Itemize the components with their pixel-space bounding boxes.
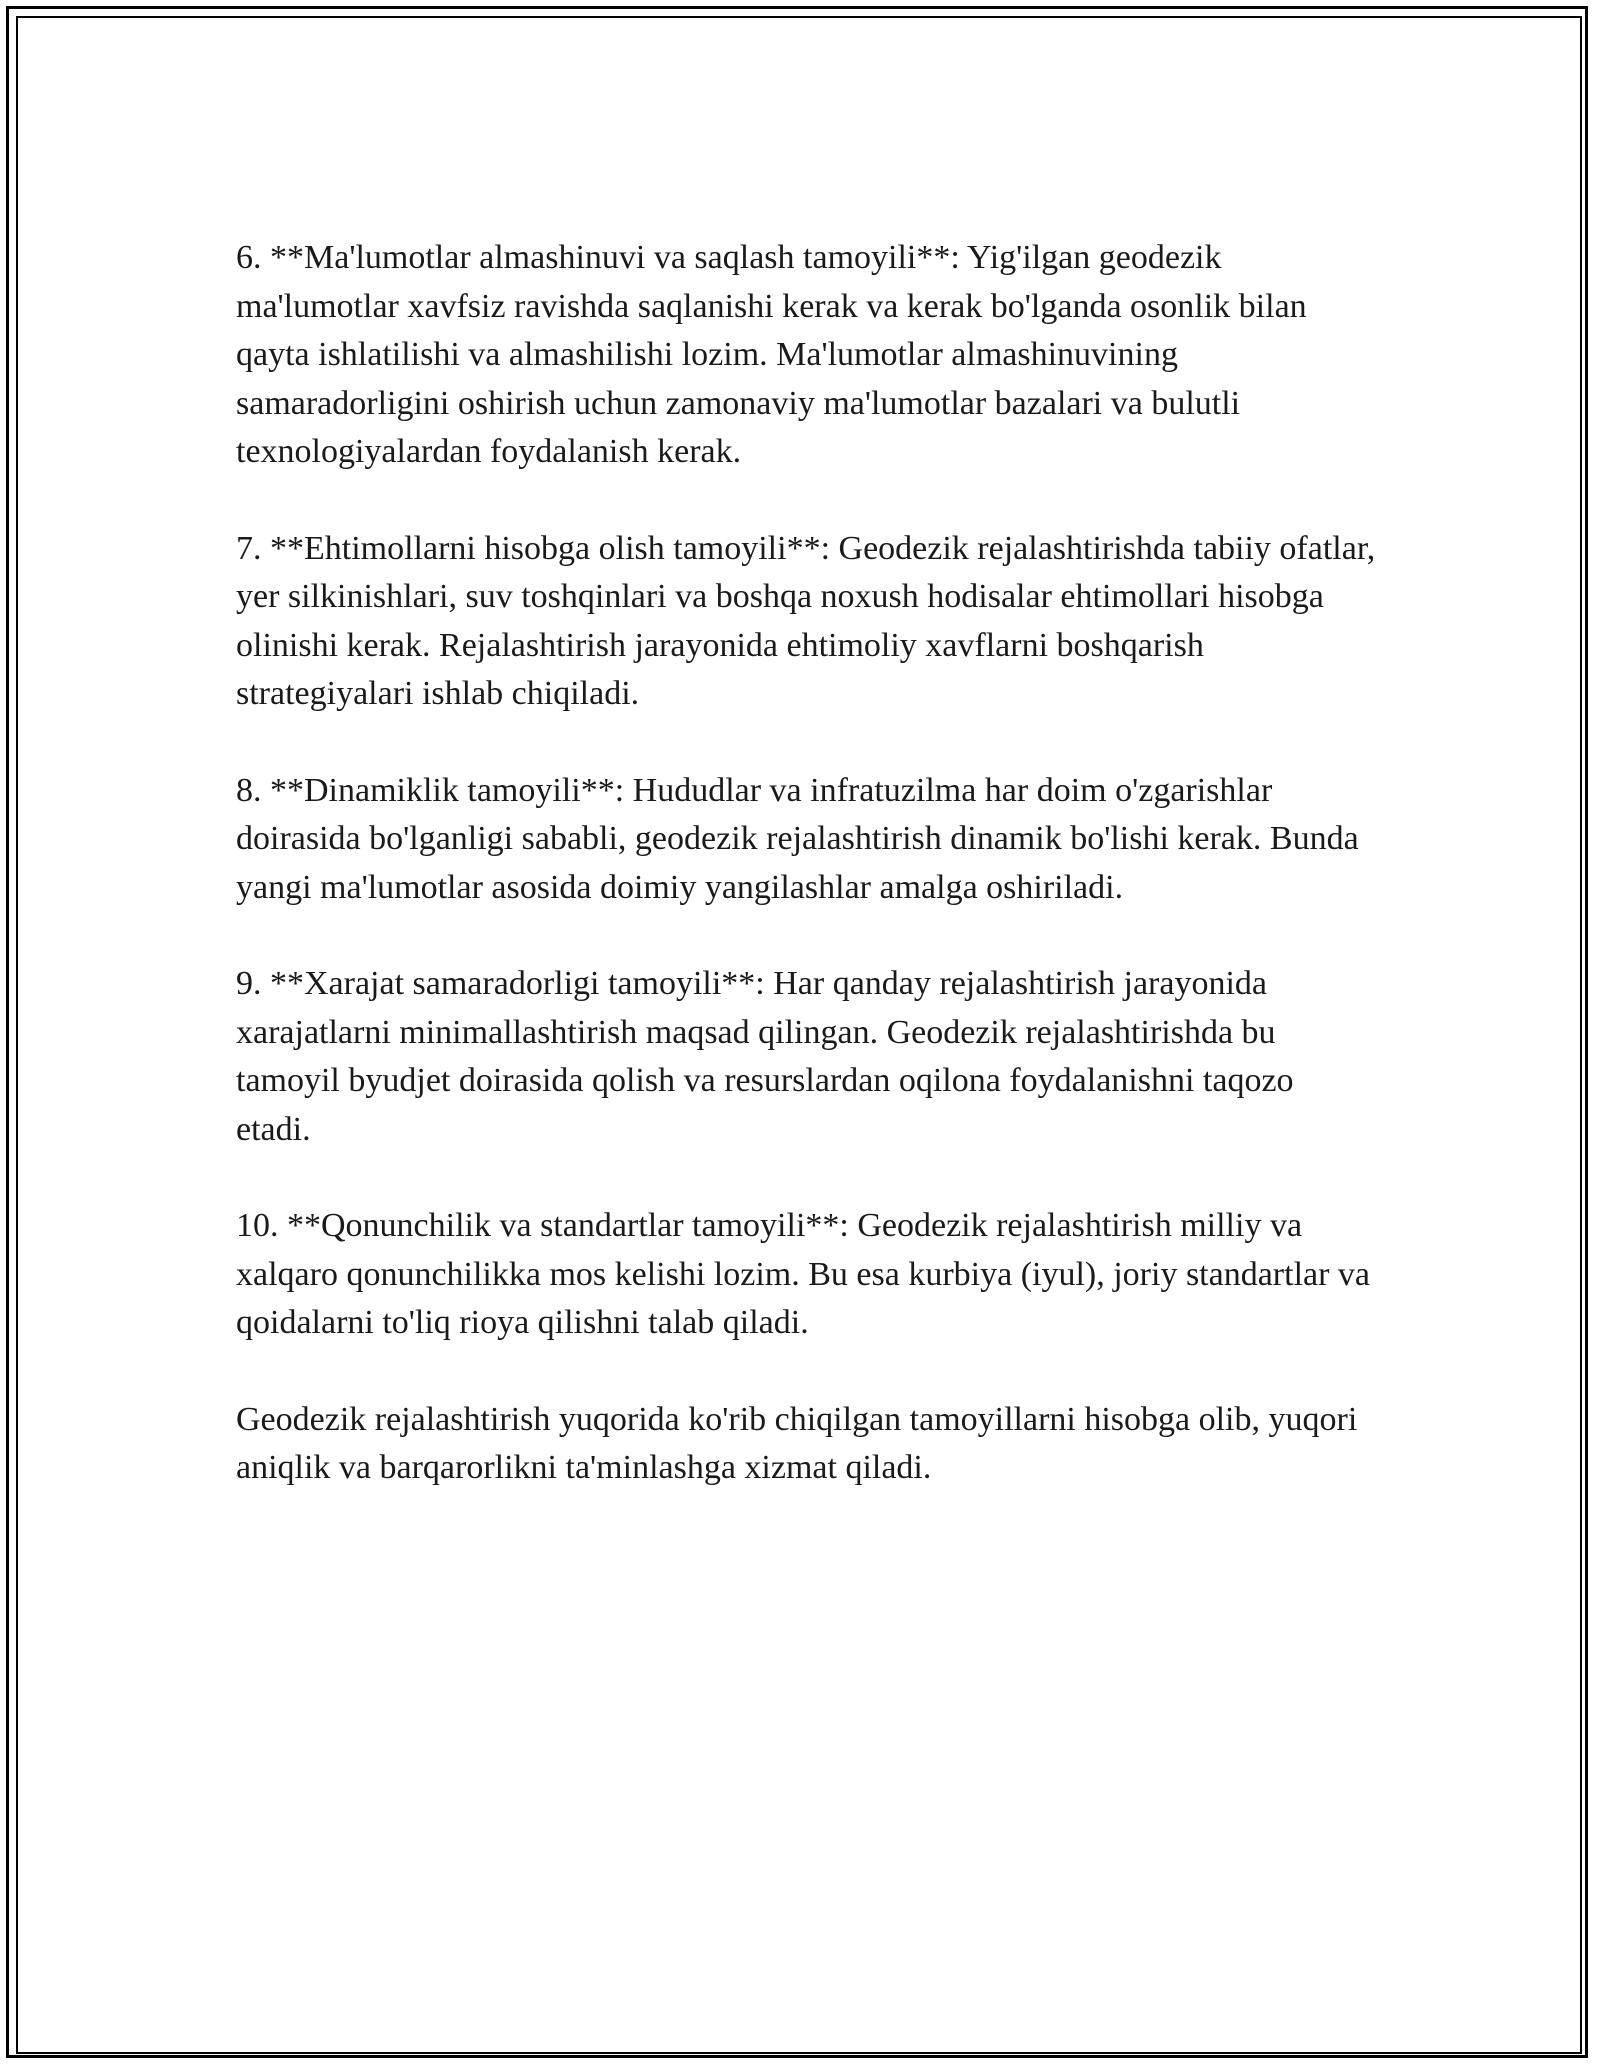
paragraph-principle-6: 6. **Ma'lumotlar almashinuvi va saqlash tamoyili**: Yig'ilgan geodezik ma'lumotlar xavfsiz ravishda saqlanishi kerak va kerak bo'lganda osonlik bilan qayta ishlatilishi va almashilishi lozim. Ma'lumotlar almashinuvining samaradorligini oshirish uchun zamonaviy ma'lumotlar bazalari va bulutli texnologiyalardan foydalanish kerak.: [236, 239, 1307, 470]
document-body: [236, 234, 1376, 1541]
paragraph-principle-7: 7. **Ehtimollarni hisobga olish tamoyili**: Geodezik rejalashtirishda tabiiy ofatlar, yer silkinishlari, suv toshqinlari va boshqa noxush hodisalar ehtimollari hisobga olinishi kerak. Rejalashtirish jarayonida ehtimoliy xavflarni boshqarish strategiyalari ishlab chiqiladi.: [236, 529, 1376, 712]
paragraph-principle-8: 8. **Dinamiklik tamoyili**: Hududlar va infratuzilma har doim o'zgarishlar doirasida bo'lganligi sababli, geodezik rejalashtirish dinamik bo'lishi kerak. Bunda yangi ma'lumotlar asosida doimiy yangilashlar amalga oshiriladi.: [236, 771, 1359, 906]
paragraph-conclusion: Geodezik rejalashtirish yuqorida ko'rib chiqilgan tamoyillarni hisobga olib, yuqori aniqlik va barqarorlikni ta'minlashga xizmat qiladi.: [236, 1400, 1358, 1486]
paragraph-principle-10: 10. **Qonunchilik va standartlar tamoyili**: Geodezik rejalashtirish milliy va xalqaro qonunchilikka mos kelishi lozim. Bu esa kurbiya (iyul), joriy standartlar va qoidalarni to'liq rioya qilishni talab qiladi.: [236, 1207, 1371, 1341]
paragraph-principle-9: 9. **Xarajat samaradorligi tamoyili**: Har qanday rejalashtirish jarayonida xarajatlarni minimallashtirish maqsad qilingan. Geodezik rejalashtirishda bu tamoyil byudjet doirasida qolish va resurslardan oqilona foydalanishni taqozo etadi.: [236, 965, 1294, 1148]
